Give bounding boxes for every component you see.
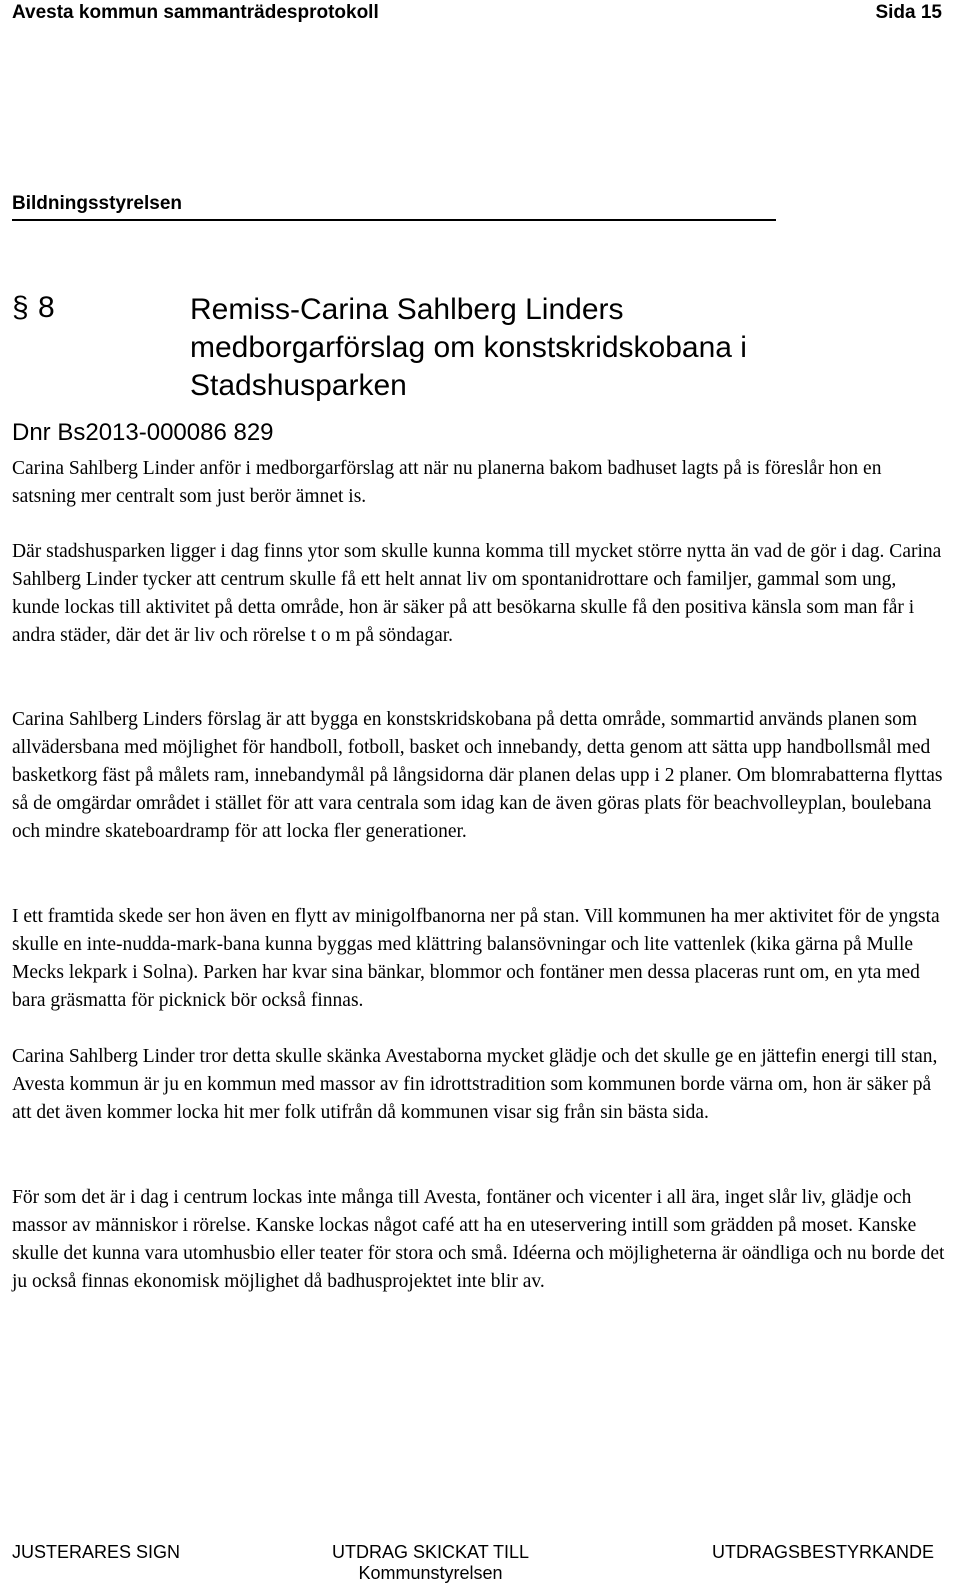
footer-recipient: Kommunstyrelsen — [358, 1563, 503, 1583]
body-paragraph-4: I ett framtida skede ser hon även en flytt av minigolfbanorna ner på stan. Vill kommunen ha mer aktivitet för de yngsta skulle en inte-nudda-mark-bana kunna byggas med klättring balansövningar och lite vattenlek (kika gärna på Mulle Mecks lekpark i Solna). Parken har kvar sina bänkar, blommor och fontäner men dessa placeras runt om, en yta med bara gräsmatta för picknick bör också finnas. — [12, 906, 940, 1011]
body-paragraph-6: För som det är i dag i centrum lockas inte många till Avesta, fontäner och vicenter i all ära, inget slår liv, glädje och massor av människor i rörelse. Kanske lockas något café att ha en uteservering intill som grädden på moset. Kanske skulle det kunna vara utomhusbio eller teater för stora och små. Idéerna och möjligheterna är oändliga och nu borde det ju också finnas ekonomisk möjlighet då badhusprojektet inte blir av. — [12, 1187, 945, 1292]
board-name: Bildningsstyrelsen — [12, 193, 182, 214]
document-title: Avesta kommun sammanträdesprotokoll — [12, 2, 379, 23]
body-paragraph-3: Carina Sahlberg Linders förslag är att bygga en konstskridskobana på detta område, sommartid används planen som allvädersbana med möjlighet för handboll, fotboll, basket och innebandy, detta genom att sätta upp handbollsmål med basketkorg fäst på målets ram, innebandymål på långsidorna där planen delas upp i 2 planer. Om blomrabatterna flyttas så de omgärdar området i stället för att vara centrala som idag kan de även göras plats för beachvolleyplan, boulebana och mindre skateboardramp för att locka fler generationer. — [12, 709, 943, 842]
footer-utdrag-skickat — [332, 1542, 529, 1584]
footer-utdragsbestyrkande: UTDRAGSBESTYRKANDE — [711, 1542, 934, 1562]
page-header — [12, 0, 948, 26]
body-paragraph-5: Carina Sahlberg Linder tror detta skulle skänka Avestaborna mycket glädje och det skulle ge en jättefin energi till stan, Avesta kommun är ju en kommun med massor av fin idrottstradition som kommunen borde värna om, hon är säker på att det även kommer locka hit mer folk utifrån då kommunen visar sig från sin bästa sida. — [12, 1046, 938, 1123]
section-title — [190, 291, 890, 405]
body-paragraph-1: Carina Sahlberg Linder anför i medborgarförslag att när nu planerna bakom badhuset lagts på is föreslår hon en satsning mer centralt som just berör ämnet is. — [12, 458, 882, 507]
footer-justerares-sign: JUSTERARES SIGN — [12, 1542, 181, 1562]
title-line: medborgarförslag om konstskridskobana i — [190, 331, 747, 364]
page-number: Sida 15 — [875, 2, 942, 23]
footer-utdrag-skickat-label: UTDRAG SKICKAT TILL — [332, 1542, 530, 1562]
section-symbol: § — [12, 291, 29, 324]
section-number: 8 — [38, 291, 55, 324]
body-paragraph-2: Där stadshusparken ligger i dag finns ytor som skulle kunna komma till mycket större nytta än vad de gör i dag. Carina Sahlberg Linder tycker att centrum skulle få ett helt annat liv om spontanidrottare och familjer, gammal som ung, kunde lockas till aktivitet på detta område, hon är säker på att besökarna skulle få den positiva känsla som man får i andra städer, där det är liv och rörelse t o m på söndagar. — [12, 541, 942, 646]
board-underline — [12, 219, 776, 221]
title-line: Stadshusparken — [190, 369, 407, 402]
diary-number: Dnr Bs2013-000086 829 — [12, 419, 274, 446]
title-line: Remiss-Carina Sahlberg Linders — [190, 293, 624, 326]
